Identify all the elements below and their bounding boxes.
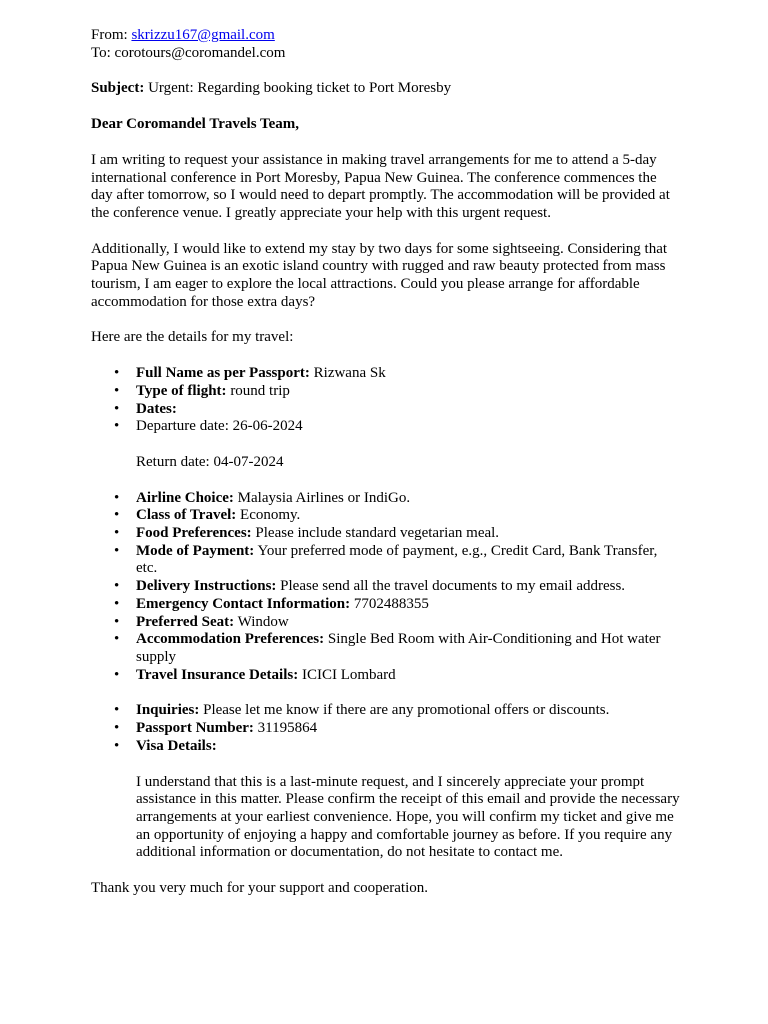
item-label: Inquiries: bbox=[136, 702, 200, 719]
item-value: Please let me know if there are any promotional offers or discounts. bbox=[199, 702, 610, 719]
details-list-1 bbox=[91, 365, 681, 436]
item-label: Preferred Seat: bbox=[136, 613, 235, 630]
list-item bbox=[136, 702, 681, 720]
list-item bbox=[136, 578, 681, 596]
greeting-text: Dear Coromandel Travels Team, bbox=[91, 116, 300, 133]
list-item bbox=[136, 490, 681, 508]
email-content bbox=[91, 27, 681, 898]
to-line bbox=[91, 45, 681, 63]
to-label: To: bbox=[91, 44, 111, 61]
list-item bbox=[136, 614, 681, 632]
item-label: Emergency Contact Information: bbox=[136, 595, 351, 612]
list-item bbox=[136, 720, 681, 738]
item-label: Type of flight: bbox=[136, 382, 227, 399]
details-list-3 bbox=[91, 702, 681, 755]
item-label: Dates: bbox=[136, 400, 177, 417]
closing-paragraph: I understand that this is a last-minute request, and I sincerely appreciate your prompt assistance in this matter. Please confirm the receipt of this email and provide the necessary arrangements at your earliest convenience. Hope, you will confirm my ticket and give me an opportunity of enjoying a happy and comfortable journey as before. If you require any additional information or documentation, do not hesitate to contact me. bbox=[136, 773, 680, 861]
list-item bbox=[136, 401, 681, 419]
item-value: Rizwana Sk bbox=[309, 365, 386, 382]
list-item bbox=[136, 631, 681, 666]
thanks-line: Thank you very much for your support and cooperation. bbox=[91, 880, 428, 897]
item-value: Window bbox=[234, 613, 289, 630]
item-value: Your preferred mode of payment, e.g., Credit Card, Bank Transfer, etc. bbox=[136, 542, 658, 577]
paragraph-2: Additionally, I would like to extend my stay by two days for some sightseeing. Considering that Papua New Guinea is an exotic island country with rugged and raw beauty protected from mass tourism, I am eager to explore the local attractions. Could you please arrange for affordable accommodation for those extra days? bbox=[91, 240, 668, 310]
item-label: Visa Details: bbox=[136, 737, 217, 754]
item-value: Please send all the travel documents to my email address. bbox=[276, 578, 626, 595]
item-value: Single Bed Room with Air-Conditioning and Hot water supply bbox=[136, 631, 661, 665]
item-value: Malaysia Airlines or IndiGo. bbox=[233, 489, 411, 506]
item-label: Passport Number: bbox=[136, 720, 254, 737]
from-label: From: bbox=[91, 27, 128, 43]
list-item bbox=[136, 383, 681, 401]
item-label: Food Preferences: bbox=[136, 525, 252, 542]
list-item bbox=[136, 596, 681, 614]
item-value: ICICI Lombard bbox=[298, 666, 396, 683]
list-item bbox=[136, 365, 681, 383]
list-item bbox=[136, 738, 681, 756]
details-list-2 bbox=[91, 490, 681, 685]
paragraph-1: I am writing to request your assistance in making travel arrangements for me to attend a 5-day international conference in Port Moresby, Papua New Guinea. The conference commences the day after tomorrow, so I would need to depart promptly. The accommodation will be provided at the conference venue. I greatly appreciate your help with this urgent request. bbox=[91, 151, 670, 221]
item-value: Economy. bbox=[236, 507, 301, 524]
item-label: Mode of Payment: bbox=[136, 542, 255, 559]
item-value: Departure date: 26-06-2024 bbox=[136, 418, 303, 435]
item-label: Full Name as per Passport: bbox=[136, 365, 310, 382]
list-item bbox=[136, 667, 681, 685]
item-label: Accommodation Preferences: bbox=[136, 631, 325, 648]
item-value: Please include standard vegetarian meal. bbox=[251, 525, 500, 542]
item-label: Airline Choice: bbox=[136, 489, 234, 506]
item-label: Travel Insurance Details: bbox=[136, 666, 299, 683]
item-value: round trip bbox=[226, 382, 290, 399]
item-label: Class of Travel: bbox=[136, 507, 237, 524]
from-line bbox=[91, 27, 681, 45]
subject-text: Urgent: Regarding booking ticket to Port Moresby bbox=[148, 80, 452, 97]
greeting bbox=[91, 116, 681, 134]
details-intro: Here are the details for my travel: bbox=[91, 329, 294, 346]
subject-label: Subject: bbox=[91, 80, 145, 97]
item-value: 7702488355 bbox=[350, 595, 429, 612]
item-value: 31195864 bbox=[253, 720, 318, 737]
from-email-link[interactable]: skrizzu167@gmail.com bbox=[131, 27, 275, 43]
list-item bbox=[136, 543, 681, 578]
to-email: corotours@coromandel.com bbox=[114, 44, 286, 61]
subject-line bbox=[91, 80, 681, 98]
list-item bbox=[136, 525, 681, 543]
item-label: Delivery Instructions: bbox=[136, 578, 277, 595]
list-item bbox=[136, 418, 681, 436]
return-date: Return date: 04-07-2024 bbox=[136, 453, 284, 470]
list-item bbox=[136, 507, 681, 525]
